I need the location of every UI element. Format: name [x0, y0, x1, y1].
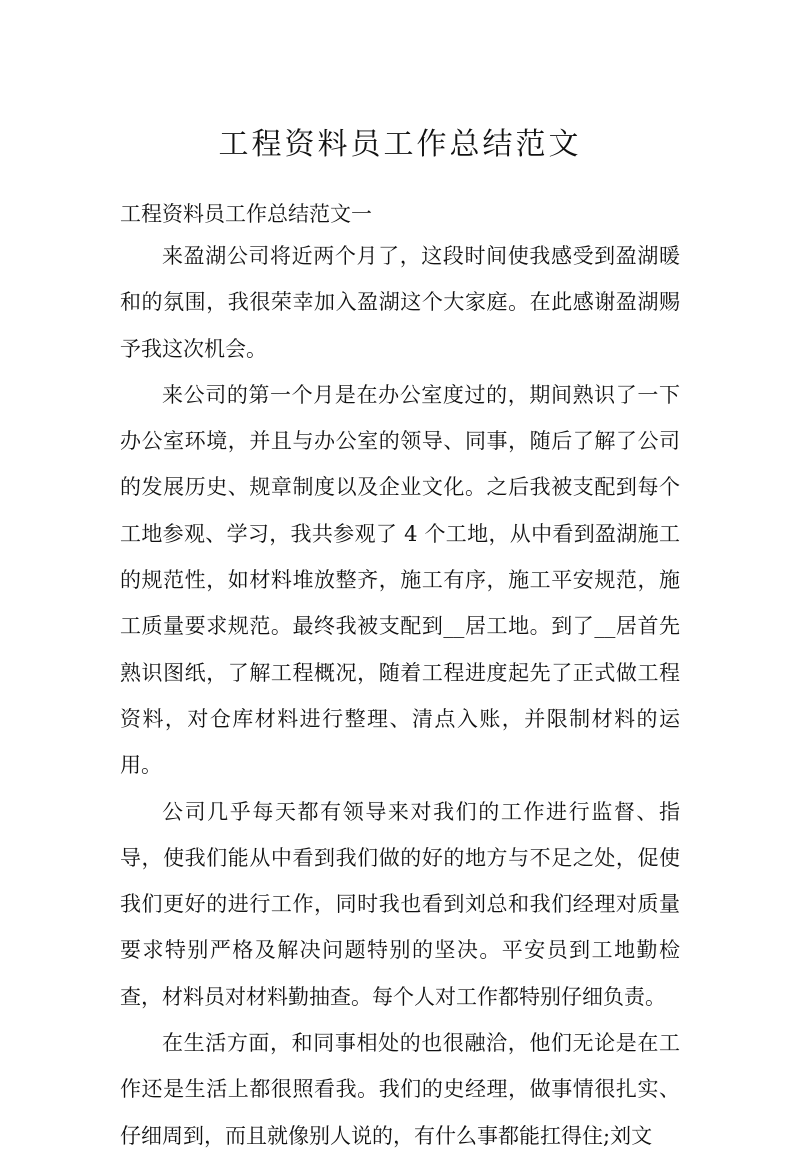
- section-subtitle: 工程资料员工作总结范文一: [120, 202, 372, 226]
- paragraph: 来盈湖公司将近两个月了，这段时间使我感受到盈湖暖和的氛围，我很荣幸加入盈湖这个大家庭。在此感谢盈湖赐予我这次机会。: [120, 244, 680, 361]
- page-title: 工程资料员工作总结范文: [218, 127, 582, 162]
- paragraph: 在生活方面，和同事相处的也很融洽，他们无论是在工作还是生活上都很照看我。我们的史经理，做事情很扎实、仔细周到，而且就像别人说的，有什么事都能扛得住;刘文: [120, 1031, 680, 1148]
- paragraph: 来公司的第一个月是在办公室度过的，期间熟识了一下办公室环境，并且与办公室的领导、同事，随后了解了公司的发展历史、规章制度以及企业文化。之后我被支配到每个工地参观、学习，我共参观了 4 个工地，从中看到盈湖施工的规范性，如材料堆放整齐，施工有序，施工平安规范，施工质量要求规范。最终我被支配到__居工地。到了__居首先熟识图纸，了解工程概况，随着工程进度起先了正式做工程资料，对仓库材料进行整理、清点入账，并限制材料的运用。: [120, 382, 680, 778]
- body-text: [120, 233, 680, 1159]
- paragraph: 公司几乎每天都有领导来对我们的工作进行监督、指导，使我们能从中看到我们做的好的地方与不足之处，促使我们更好的进行工作，同时我也看到刘总和我们经理对质量要求特别严格及解决问题特别的坚决。平安员到工地勤检查，材料员对材料勤抽查。每个人对工作都特别仔细负责。: [120, 799, 680, 1009]
